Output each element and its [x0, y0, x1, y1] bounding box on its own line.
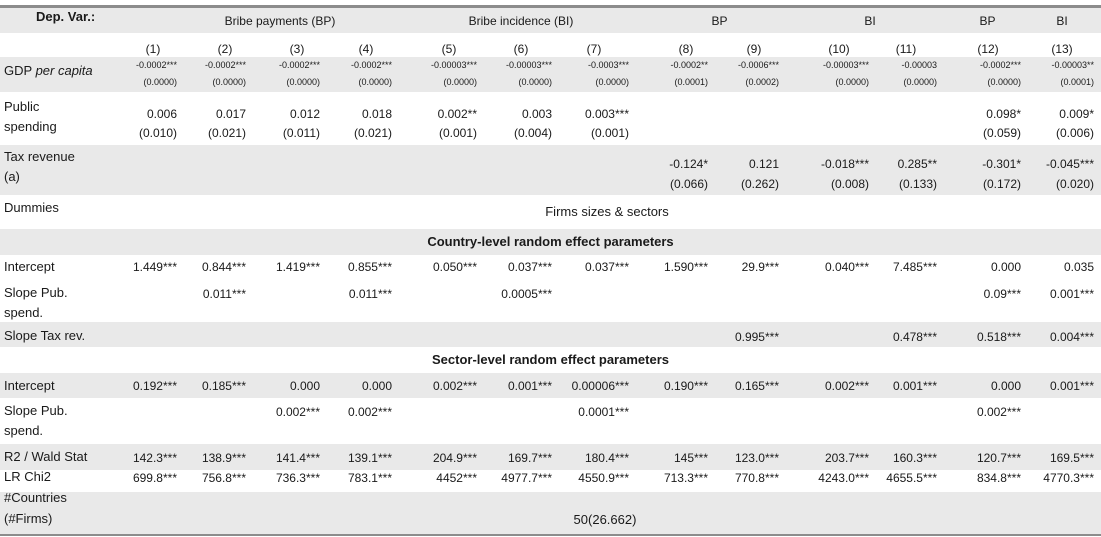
- tax-revenue-label-2: (a): [4, 169, 20, 184]
- sector-intercept-value-11: 0.001***: [892, 379, 937, 393]
- r2-value-2: 138.9***: [201, 451, 246, 465]
- public-spending-se-5: (0.001): [438, 126, 477, 140]
- sector-intercept-value-12: 0.000: [990, 379, 1021, 393]
- sector-intercept-value-6: 0.001***: [507, 379, 552, 393]
- gdp-se-12: (0.0000): [987, 77, 1021, 87]
- column-number-1: (1): [145, 42, 161, 56]
- gdp-se-2: (0.0000): [212, 77, 246, 87]
- tax-revenue-coef-8: -0.124*: [669, 157, 708, 171]
- lr-value-10: 4243.0***: [818, 471, 869, 485]
- lr-value-6: 4977.7***: [501, 471, 552, 485]
- tax-revenue-se-10: (0.008): [830, 177, 869, 191]
- public-spending-label-2: spending: [4, 119, 57, 134]
- sector-intercept-value-10: 0.002***: [824, 379, 869, 393]
- tax-revenue-coef-13: -0.045***: [1045, 157, 1094, 171]
- tax-revenue-se-8: (0.066): [669, 177, 708, 191]
- country-slope-pub-label-1: Slope Pub.: [4, 285, 68, 300]
- lr-value-3: 736.3***: [275, 471, 320, 485]
- country-intercept-value-5: 0.050***: [432, 260, 477, 274]
- public-spending-coef-1: 0.006: [146, 107, 177, 121]
- public-spending-coef-7: 0.003***: [584, 107, 629, 121]
- lr-value-9: 770.8***: [734, 471, 779, 485]
- sector-intercept-value-5: 0.002***: [432, 379, 477, 393]
- dummies-value: Firms sizes & sectors: [545, 204, 669, 219]
- r2-value-6: 169.7***: [507, 451, 552, 465]
- tax-revenue-se-9: (0.262): [740, 177, 779, 191]
- r2-label: R2 / Wald Stat: [4, 449, 88, 464]
- gdp-se-4: (0.0000): [358, 77, 392, 87]
- gdp-coef-9: -0.0006***: [737, 60, 779, 70]
- sector-section-title: Sector-level random effect parameters: [432, 352, 669, 367]
- dummies-label: Dummies: [4, 200, 59, 215]
- country-slope-tax-value-9: 0.995***: [734, 330, 779, 344]
- column-number-4: (4): [358, 42, 374, 56]
- public-spending-coef-2: 0.017: [215, 107, 246, 121]
- column-number-10: (10): [828, 42, 850, 56]
- gdp-coef-7: -0.0003***: [587, 60, 629, 70]
- column-number-13: (13): [1051, 42, 1073, 56]
- lr-value-11: 4655.5***: [886, 471, 937, 485]
- lr-value-12: 834.8***: [976, 471, 1021, 485]
- group-label-bp-1: Bribe payments (BP): [224, 14, 336, 28]
- country-intercept-value-13: 0.035: [1063, 260, 1094, 274]
- country-section-title: Country-level random effect parameters: [427, 234, 674, 249]
- gdp-label: [4, 61, 93, 81]
- gdp-se-10: (0.0000): [835, 77, 869, 87]
- gdp-coef-8: -0.0002**: [670, 60, 708, 70]
- r2-value-11: 160.3***: [892, 451, 937, 465]
- sector-intercept-value-9: 0.165***: [734, 379, 779, 393]
- sector-intercept-value-8: 0.190***: [663, 379, 708, 393]
- lr-value-1: 699.8***: [132, 471, 177, 485]
- gdp-se-7: (0.0000): [595, 77, 629, 87]
- country-slope-pub-value-6: 0.0005***: [501, 287, 552, 301]
- countries-label-1: #Countries: [4, 490, 67, 505]
- sector-intercept-value-3: 0.000: [289, 379, 320, 393]
- bottom-rule: [0, 534, 1101, 536]
- country-intercept-value-1: 1.449***: [132, 260, 177, 274]
- tax-revenue-se-12: (0.172): [982, 177, 1021, 191]
- countries-value: 50(26.662): [573, 512, 637, 527]
- public-spending-se-6: (0.004): [513, 126, 552, 140]
- public-spending-coef-13: 0.009*: [1059, 107, 1094, 121]
- country-intercept-value-11: 7.485***: [892, 260, 937, 274]
- dep-var-label: Dep. Var.:: [36, 9, 96, 24]
- gdp-coef-10: -0.00003***: [822, 60, 869, 70]
- gdp-label-b: per capita: [35, 63, 93, 78]
- gdp-coef-2: -0.0002***: [204, 60, 246, 70]
- country-intercept-value-6: 0.037***: [507, 260, 552, 274]
- public-spending-coef-12: 0.098*: [986, 107, 1021, 121]
- sector-slope-pub-label-2: spend.: [4, 423, 44, 438]
- public-spending-se-4: (0.021): [353, 126, 392, 140]
- tax-revenue-coef-11: 0.285**: [897, 157, 937, 171]
- gdp-se-13: (0.0001): [1060, 77, 1094, 87]
- r2-value-3: 141.4***: [275, 451, 320, 465]
- column-number-9: (9): [746, 42, 762, 56]
- lr-value-7: 4550.9***: [578, 471, 629, 485]
- lr-value-2: 756.8***: [201, 471, 246, 485]
- public-spending-se-12: (0.059): [982, 126, 1021, 140]
- public-spending-se-7: (0.001): [590, 126, 629, 140]
- country-intercept-value-7: 0.037***: [584, 260, 629, 274]
- column-number-8: (8): [678, 42, 694, 56]
- gdp-coef-4: -0.0002***: [350, 60, 392, 70]
- sector-intercept-value-2: 0.185***: [201, 379, 246, 393]
- gdp-label-a: GDP: [4, 63, 32, 78]
- gdp-se-1: (0.0000): [143, 77, 177, 87]
- lr-value-5: 4452***: [436, 471, 477, 485]
- country-intercept-value-8: 1.590***: [663, 260, 708, 274]
- gdp-se-9: (0.0002): [745, 77, 779, 87]
- tax-revenue-se-11: (0.133): [898, 177, 937, 191]
- sector-slope-pub-label-1: Slope Pub.: [4, 403, 68, 418]
- country-slope-pub-value-12: 0.09***: [983, 287, 1021, 301]
- country-intercept-value-3: 1.419***: [275, 260, 320, 274]
- lr-value-4: 783.1***: [347, 471, 392, 485]
- gdp-coef-1: -0.0002***: [135, 60, 177, 70]
- gdp-coef-3: -0.0002***: [278, 60, 320, 70]
- lr-value-13: 4770.3***: [1043, 471, 1094, 485]
- public-spending-se-1: (0.010): [138, 126, 177, 140]
- gdp-se-5: (0.0000): [443, 77, 477, 87]
- public-spending-se-2: (0.021): [207, 126, 246, 140]
- column-number-3: (3): [289, 42, 305, 56]
- tax-revenue-se-13: (0.020): [1055, 177, 1094, 191]
- public-spending-se-13: (0.006): [1055, 126, 1094, 140]
- sector-slope-pub-value-3: 0.002***: [275, 405, 320, 419]
- tax-revenue-coef-10: -0.018***: [820, 157, 869, 171]
- country-slope-pub-value-13: 0.001***: [1049, 287, 1094, 301]
- column-number-11: (11): [895, 42, 917, 56]
- gdp-coef-5: -0.00003***: [430, 60, 477, 70]
- gdp-coef-6: -0.00003***: [505, 60, 552, 70]
- country-intercept-value-9: 29.9***: [741, 260, 779, 274]
- r2-value-4: 139.1***: [347, 451, 392, 465]
- sector-slope-pub-value-7: 0.0001***: [578, 405, 629, 419]
- sector-slope-pub-value-4: 0.002***: [347, 405, 392, 419]
- r2-value-1: 142.3***: [132, 451, 177, 465]
- gdp-coef-13: -0.00003**: [1051, 60, 1094, 70]
- sector-slope-pub-value-12: 0.002***: [976, 405, 1021, 419]
- lr-value-8: 713.3***: [663, 471, 708, 485]
- sector-intercept-value-7: 0.00006***: [571, 379, 629, 393]
- public-spending-coef-5: 0.002**: [437, 107, 477, 121]
- gdp-coef-12: -0.0002***: [979, 60, 1021, 70]
- country-intercept-value-4: 0.855***: [347, 260, 392, 274]
- lr-label: LR Chi2: [4, 469, 51, 484]
- tax-revenue-coef-9: 0.121: [748, 157, 779, 171]
- sector-intercept-value-4: 0.000: [361, 379, 392, 393]
- country-slope-tax-value-12: 0.518***: [976, 330, 1021, 344]
- country-intercept-value-10: 0.040***: [824, 260, 869, 274]
- r2-value-9: 123.0***: [734, 451, 779, 465]
- group-label-bp-2: BP: [711, 14, 728, 28]
- group-label-bp-3: BP: [979, 14, 996, 28]
- country-slope-pub-value-2: 0.011***: [202, 287, 246, 301]
- gdp-coef-11: -0.00003: [901, 60, 937, 70]
- sector-intercept-value-13: 0.001***: [1049, 379, 1094, 393]
- group-label-bi-3: BI: [1056, 14, 1068, 28]
- column-number-5: (5): [441, 42, 457, 56]
- country-intercept-value-2: 0.844***: [201, 260, 246, 274]
- country-intercept-value-12: 0.000: [990, 260, 1021, 274]
- country-slope-tax-value-13: 0.004***: [1049, 330, 1094, 344]
- r2-value-7: 180.4***: [584, 451, 629, 465]
- country-slope-tax-label: Slope Tax rev.: [4, 328, 86, 343]
- gdp-se-3: (0.0000): [286, 77, 320, 87]
- r2-value-13: 169.5***: [1049, 451, 1094, 465]
- r2-value-12: 120.7***: [976, 451, 1021, 465]
- group-label-bi-1: Bribe incidence (BI): [468, 14, 574, 28]
- public-spending-coef-4: 0.018: [361, 107, 392, 121]
- column-number-6: (6): [513, 42, 529, 56]
- r2-value-10: 203.7***: [824, 451, 869, 465]
- countries-label-2: (#Firms): [4, 511, 53, 526]
- gdp-se-6: (0.0000): [518, 77, 552, 87]
- column-number-12: (12): [977, 42, 999, 56]
- r2-value-8: 145***: [673, 451, 708, 465]
- group-label-bi-2: BI: [864, 14, 876, 28]
- column-number-2: (2): [217, 42, 233, 56]
- country-slope-tax-value-11: 0.478***: [892, 330, 937, 344]
- r2-value-5: 204.9***: [432, 451, 477, 465]
- gdp-se-8: (0.0001): [674, 77, 708, 87]
- country-intercept-label: Intercept: [4, 259, 55, 274]
- public-spending-se-3: (0.011): [282, 126, 320, 140]
- tax-revenue-label-1: Tax revenue: [4, 149, 75, 164]
- public-spending-label-1: Public: [4, 99, 40, 114]
- public-spending-coef-6: 0.003: [521, 107, 552, 121]
- public-spending-coef-3: 0.012: [289, 107, 320, 121]
- column-number-7: (7): [586, 42, 602, 56]
- country-slope-pub-label-2: spend.: [4, 305, 44, 320]
- sector-intercept-label: Intercept: [4, 378, 55, 393]
- country-slope-pub-value-4: 0.011***: [348, 287, 392, 301]
- sector-intercept-value-1: 0.192***: [132, 379, 177, 393]
- tax-revenue-coef-12: -0.301*: [982, 157, 1021, 171]
- gdp-se-11: (0.0000): [903, 77, 937, 87]
